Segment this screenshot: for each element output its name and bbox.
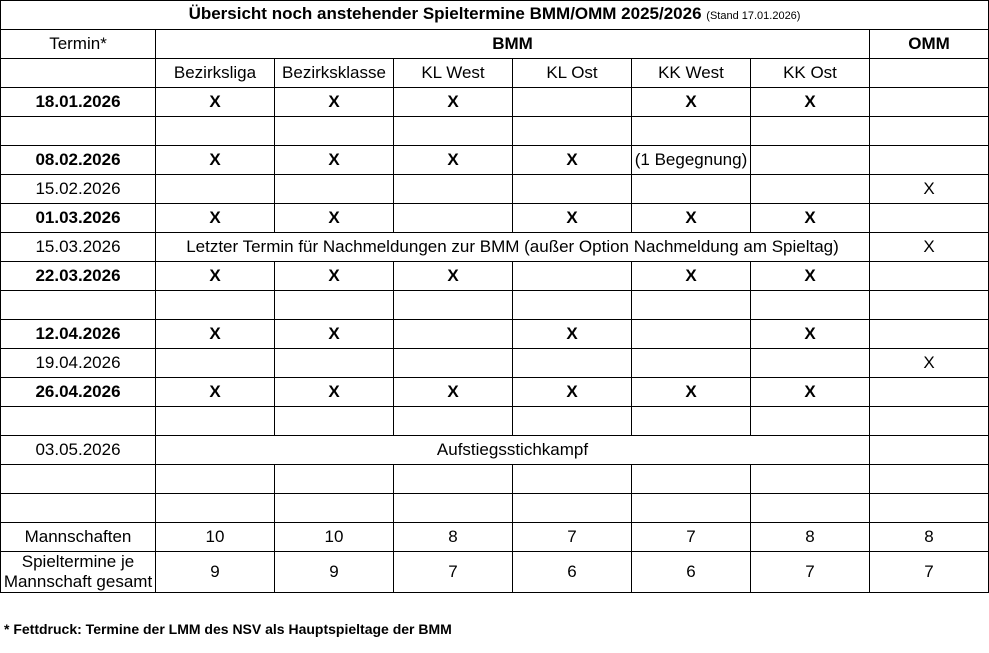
- group-header-row: [1, 30, 989, 59]
- col-header-kl-ost: KL Ost: [513, 59, 632, 88]
- mark-cell: [751, 465, 870, 494]
- mark-cell: [751, 146, 870, 175]
- mark-cell: [751, 175, 870, 204]
- mark-cell: [394, 465, 513, 494]
- mannschaften-value: 10: [275, 523, 394, 552]
- mark-cell: [275, 494, 394, 523]
- mark-cell: X: [275, 262, 394, 291]
- mark-cell: [751, 349, 870, 378]
- spieltermine-value: 7: [394, 552, 513, 593]
- mannschaften-value: 7: [513, 523, 632, 552]
- date-cell: 22.03.2026: [1, 262, 156, 291]
- mark-cell: X: [156, 88, 275, 117]
- mark-cell: X: [394, 146, 513, 175]
- mark-cell: [275, 349, 394, 378]
- omm-header: OMM: [870, 30, 989, 59]
- mark-cell: X: [513, 378, 632, 407]
- table-row: [1, 320, 989, 349]
- mark-cell: [394, 407, 513, 436]
- mark-cell: [156, 291, 275, 320]
- mark-cell: [632, 175, 751, 204]
- mannschaften-value: 10: [156, 523, 275, 552]
- bmm-header: BMM: [156, 30, 870, 59]
- mark-cell: [513, 88, 632, 117]
- mark-cell: X: [394, 378, 513, 407]
- mark-cell: X: [275, 146, 394, 175]
- mark-cell: [751, 291, 870, 320]
- mark-cell: [394, 117, 513, 146]
- mark-cell: [632, 494, 751, 523]
- date-cell: 01.03.2026: [1, 204, 156, 233]
- date-cell: [1, 291, 156, 320]
- spieltermine-value: 6: [513, 552, 632, 593]
- mark-cell: [156, 494, 275, 523]
- omm-cell: [870, 465, 989, 494]
- mark-cell: X: [751, 378, 870, 407]
- col-header-kl-west: KL West: [394, 59, 513, 88]
- mark-cell: [513, 175, 632, 204]
- omm-cell: [870, 146, 989, 175]
- date-cell: 18.01.2026: [1, 88, 156, 117]
- mark-cell: X: [275, 88, 394, 117]
- mark-cell: [156, 117, 275, 146]
- mark-cell: [275, 407, 394, 436]
- spieltermine-value: 9: [275, 552, 394, 593]
- mark-cell: [394, 175, 513, 204]
- mark-cell: X: [513, 320, 632, 349]
- termin-header: Termin*: [1, 30, 156, 59]
- mark-cell: X: [632, 204, 751, 233]
- mark-cell: [632, 291, 751, 320]
- mark-cell: [751, 407, 870, 436]
- date-cell: [1, 494, 156, 523]
- mark-cell: [632, 349, 751, 378]
- col-header-bezirksklasse: Bezirksklasse: [275, 59, 394, 88]
- mark-cell: X: [751, 320, 870, 349]
- omm-cell: [870, 436, 989, 465]
- col-header-kk-west: KK West: [632, 59, 751, 88]
- mark-cell: [513, 494, 632, 523]
- spieltermine-value: 7: [751, 552, 870, 593]
- mark-cell: [513, 465, 632, 494]
- title-stand: (Stand 17.01.2026): [706, 10, 801, 22]
- mannschaften-label: Mannschaften: [1, 523, 156, 552]
- title-main: Übersicht noch anstehender Spieltermine BMM/OMM 2025/2026: [188, 4, 702, 23]
- mark-cell: X: [632, 378, 751, 407]
- note-cell: Letzter Termin für Nachmeldungen zur BMM (außer Option Nachmeldung am Spieltag): [156, 233, 870, 262]
- mark-cell: X: [156, 378, 275, 407]
- table-row: [1, 407, 989, 436]
- date-cell: 12.04.2026: [1, 320, 156, 349]
- mark-cell: [394, 494, 513, 523]
- omm-cell: [870, 204, 989, 233]
- spieltermine-value: 7: [870, 552, 989, 593]
- mark-cell: X: [156, 146, 275, 175]
- omm-cell: [870, 320, 989, 349]
- date-cell: [1, 117, 156, 146]
- table-row: [1, 436, 989, 465]
- mark-cell: X: [751, 204, 870, 233]
- empty-header-cell: [870, 59, 989, 88]
- table-row: [1, 146, 989, 175]
- mark-cell: X: [632, 88, 751, 117]
- table-row: [1, 88, 989, 117]
- mark-cell: [632, 465, 751, 494]
- col-header-bezirksliga: Bezirksliga: [156, 59, 275, 88]
- date-cell: [1, 465, 156, 494]
- title-row: [1, 1, 989, 30]
- table-row: [1, 117, 989, 146]
- table-row: [1, 494, 989, 523]
- date-cell: 03.05.2026: [1, 436, 156, 465]
- mark-cell: [394, 291, 513, 320]
- omm-cell: [870, 88, 989, 117]
- spieltermine-label-line2: Mannschaft gesamt: [3, 572, 153, 591]
- table-row: [1, 204, 989, 233]
- date-cell: 26.04.2026: [1, 378, 156, 407]
- mark-cell: X: [751, 88, 870, 117]
- omm-cell: [870, 262, 989, 291]
- empty-header-cell: [1, 59, 156, 88]
- omm-cell: [870, 494, 989, 523]
- table-row: [1, 175, 989, 204]
- mark-cell: [513, 117, 632, 146]
- mark-cell: [156, 175, 275, 204]
- mark-cell: X: [513, 146, 632, 175]
- spieltermine-label-line1: Spieltermine je: [21, 552, 135, 571]
- mark-cell: [275, 175, 394, 204]
- mark-cell: X: [632, 262, 751, 291]
- omm-cell: [870, 291, 989, 320]
- table-row: [1, 378, 989, 407]
- mark-cell: X: [156, 204, 275, 233]
- mark-cell: X: [394, 262, 513, 291]
- mark-cell: [632, 407, 751, 436]
- omm-cell: X: [870, 175, 989, 204]
- mark-cell: [513, 291, 632, 320]
- omm-cell: [870, 117, 989, 146]
- omm-cell: [870, 378, 989, 407]
- table-row: [1, 349, 989, 378]
- mark-cell: X: [394, 88, 513, 117]
- mark-cell: X: [275, 320, 394, 349]
- mark-cell: [275, 465, 394, 494]
- mark-cell: [275, 117, 394, 146]
- mark-cell: [513, 407, 632, 436]
- spieltermine-row: [1, 552, 989, 593]
- mark-cell: X: [156, 262, 275, 291]
- mark-cell: [156, 465, 275, 494]
- mark-cell: X: [156, 320, 275, 349]
- omm-cell: [870, 407, 989, 436]
- table-row: [1, 465, 989, 494]
- mark-cell: [751, 117, 870, 146]
- mark-cell: X: [513, 204, 632, 233]
- column-header-row: [1, 59, 989, 88]
- mannschaften-value: 8: [870, 523, 989, 552]
- date-cell: 19.04.2026: [1, 349, 156, 378]
- date-cell: 15.02.2026: [1, 175, 156, 204]
- mark-cell: [156, 349, 275, 378]
- date-cell: [1, 407, 156, 436]
- mark-cell: [394, 349, 513, 378]
- mark-cell: [513, 262, 632, 291]
- mark-cell: [632, 320, 751, 349]
- col-header-kk-ost: KK Ost: [751, 59, 870, 88]
- table-title: [1, 1, 989, 30]
- mark-cell: [394, 320, 513, 349]
- omm-cell: X: [870, 349, 989, 378]
- mannschaften-value: 7: [632, 523, 751, 552]
- mark-cell: [513, 349, 632, 378]
- mark-cell: X: [275, 204, 394, 233]
- mark-cell: X: [751, 262, 870, 291]
- spieltermine-value: 6: [632, 552, 751, 593]
- omm-cell: X: [870, 233, 989, 262]
- mark-cell: [632, 117, 751, 146]
- mannschaften-row: [1, 523, 989, 552]
- date-cell: 15.03.2026: [1, 233, 156, 262]
- mannschaften-value: 8: [394, 523, 513, 552]
- footnote: * Fettdruck: Termine der LMM des NSV als Hauptspieltage der BMM: [4, 621, 452, 637]
- date-cell: 08.02.2026: [1, 146, 156, 175]
- mark-cell: [156, 407, 275, 436]
- spieltermine-label: [1, 552, 156, 593]
- table-row: [1, 233, 989, 262]
- spieltermine-value: 9: [156, 552, 275, 593]
- note-cell: Aufstiegsstichkampf: [156, 436, 870, 465]
- table-row: [1, 291, 989, 320]
- mannschaften-value: 8: [751, 523, 870, 552]
- mark-cell: [394, 204, 513, 233]
- mark-cell: [275, 291, 394, 320]
- mark-cell: [751, 494, 870, 523]
- mark-cell: X: [275, 378, 394, 407]
- mark-cell: (1 Begegnung): [632, 146, 751, 175]
- table-row: [1, 262, 989, 291]
